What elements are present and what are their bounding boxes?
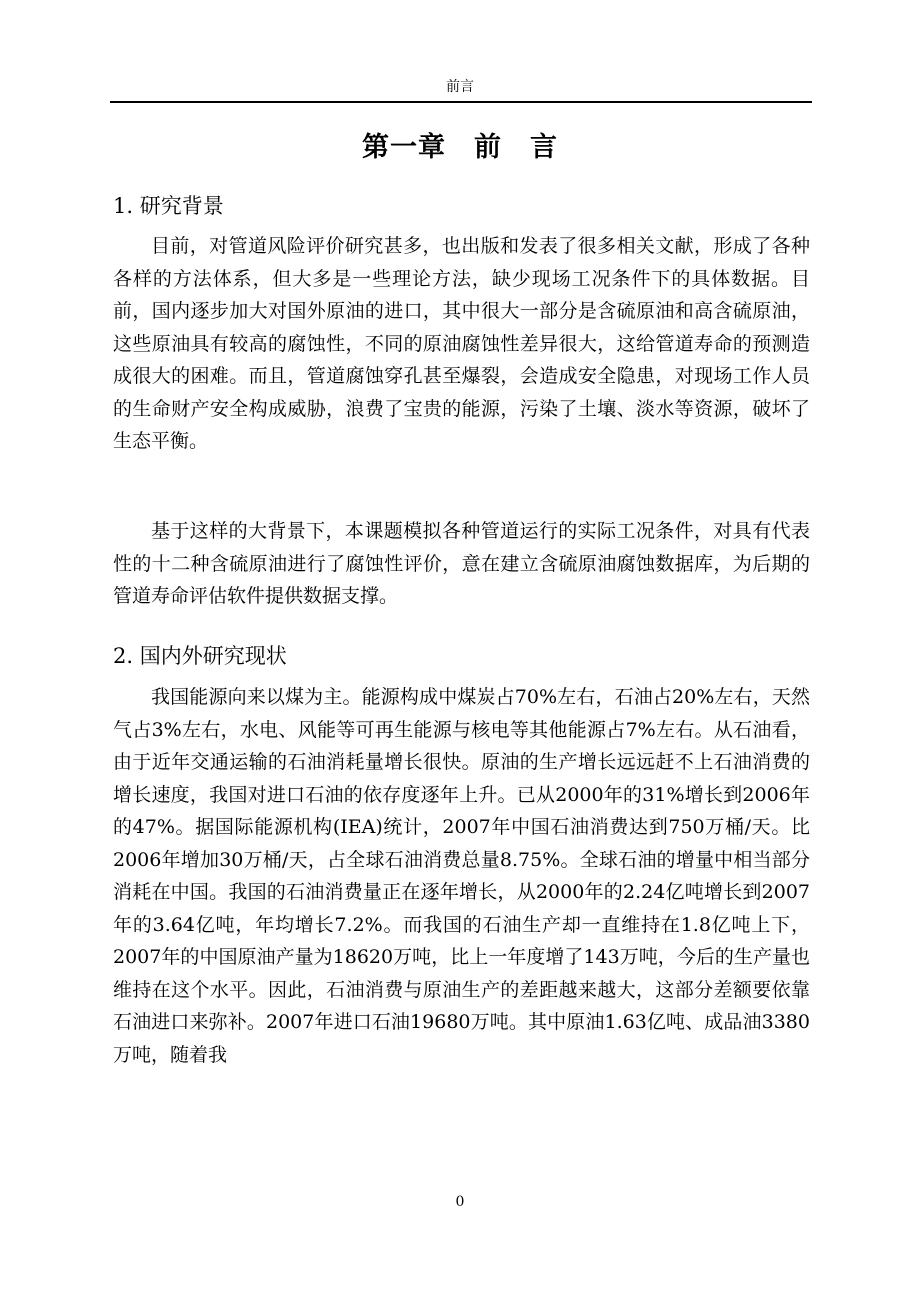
section-number: 1. [113, 194, 134, 218]
section-heading-research-background [113, 191, 813, 221]
section-title: 国内外研究现状 [139, 644, 287, 668]
paragraph: 目前，对管道风险评价研究甚多，也出版和发表了很多相关文献，形成了各种各样的方法体系，但大多是一些理论方法，缺少现场工况条件下的具体数据。目前，国内逐步加大对国外原油的进口，其中很大一部分是含硫原油和高含硫原油，这些原油具有较高的腐蚀性，不同的原油腐蚀性差异很大，这给管道寿命的预测造成很大的困难。而且，管道腐蚀穿孔甚至爆裂，会造成安全隐患，对现场工作人员的生命财产安全构成威胁，浪费了宝贵的能源，污染了土壤、淡水等资源，破坏了生态平衡。 [113, 235, 810, 452]
chapter-title-char-1: 前 [474, 132, 502, 163]
paragraph: 我国能源向来以煤为主。能源构成中煤炭占70%左右，石油占20%左右，天然气占3%左右，水电、风能等可再生能源与核电等其他能源占7%左右。从石油看，由于近年交通运输的石油消耗量增长很快。原油的生产增长远远赶不上石油消费的增长速度，我国对进口石油的依存度逐年上升。已从2000年的31%增长到2006年的47%。据国际能源机构(IEA)统计，2007年中国石油消费达到750万桶/天。比2006年增加30万桶/天，占全球石油消费总量8.75%。全球石油的增量中相当部分消耗在中国。我国的石油消费量正在逐年增长，从2000年的2.24亿吨增长到2007年的3.64亿吨，年均增长7.2%。而我国的石油生产却一直维持在1.8亿吨上下，2007年的中国原油产量为18620万吨，比上一年度增了143万吨，今后的生产量也维持在这个水平。因此，石油消费与原油生产的差距越来越大，这部分差额要依靠石油进口来弥补。2007年进口石油19680万吨。其中原油1.63亿吨、成品油3380万吨，随着我 [113, 686, 810, 1066]
running-header: 前言 [446, 79, 474, 95]
section-title: 研究背景 [139, 194, 224, 218]
header-rule [110, 101, 812, 103]
chapter-title [110, 128, 810, 168]
paragraph: 基于这样的大背景下，本课题模拟各种管道运行的实际工况条件，对具有代表性的十二种含硫原油进行了腐蚀性评价，意在建立含硫原油腐蚀数据库，为后期的管道寿命评估软件提供数据支撑。 [113, 520, 810, 607]
section-heading-research-status [113, 641, 813, 671]
chapter-title-char-2: 言 [530, 132, 558, 163]
section-number: 2. [113, 644, 134, 668]
chapter-number: 第一章 [362, 132, 446, 163]
page-number: 0 [455, 1194, 465, 1210]
